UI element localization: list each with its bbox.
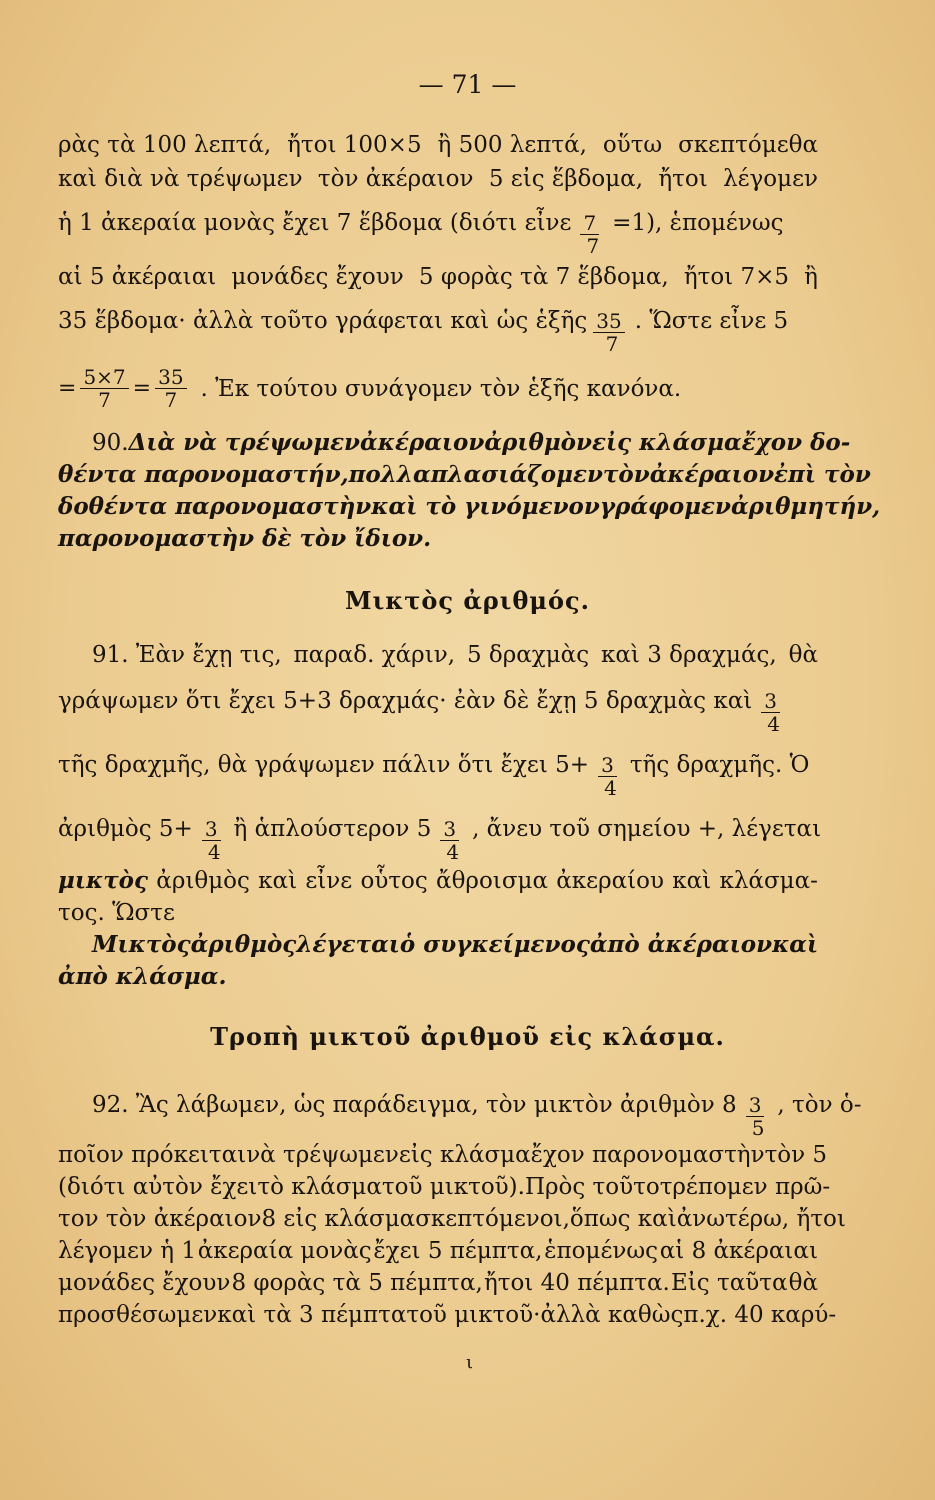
- denominator: 4: [604, 776, 617, 800]
- word-group: προσθέσωμεν: [58, 1302, 218, 1328]
- word-group: θέντα παρονομαστήν,: [58, 461, 349, 488]
- word-group: τρέπομεν πρῶ-: [659, 1174, 831, 1200]
- word-group: ἤτοι 40 πέμπτα.: [483, 1270, 670, 1296]
- word-group: 8 εἰς κλάσμα: [261, 1206, 416, 1232]
- word-group: τὸ κλάσμα: [257, 1174, 382, 1200]
- word-group: θὰ: [788, 642, 818, 668]
- word-group: νὰ τρέψωμεν: [246, 1142, 399, 1168]
- word-group: καὶ 3 δραχμάς,: [601, 642, 777, 668]
- word-group: ὁ συγκείμενος: [399, 931, 590, 958]
- word-group: π.χ. 40 καρύ-: [683, 1302, 837, 1328]
- word-group: ἀριθμὸν: [484, 429, 592, 456]
- word-group: ποῖον πρόκειται: [58, 1142, 247, 1168]
- word-group: πολλαπλασιάζομεν: [348, 461, 603, 488]
- word-group: Μικτὸς: [92, 931, 191, 958]
- word-group: 92. Ἂς λάβωμεν, ὡς παράδειγμα, τὸν μικτὸν ἀριθμὸν 8: [92, 1092, 737, 1118]
- word-group: Εἰς ταῦτα: [670, 1270, 788, 1296]
- word-group: ἔχον δο-: [741, 429, 851, 456]
- word-group: ἔχει 5 πέμπτα,: [373, 1238, 543, 1264]
- word-group: ἤτοι 7×5: [683, 264, 790, 290]
- word-group: Πρὸς τοῦτο: [524, 1174, 660, 1200]
- denominator: 7: [98, 388, 111, 412]
- text-line-92-4: [58, 1204, 846, 1234]
- word-group: τὸν ἀκέραιον: [317, 166, 474, 192]
- word-group: τος. Ὥστε: [58, 900, 175, 926]
- numerator: 7: [580, 212, 599, 235]
- numerator: 3: [746, 1094, 765, 1117]
- rule-line-2: [58, 460, 871, 490]
- word-group: τον τὸν ἀκέραιον: [58, 1206, 262, 1232]
- word-group: ἀλλὰ καθὼς: [540, 1302, 684, 1328]
- section-heading-conversion: Τροπὴ μικτοῦ ἀριθμοῦ εἰς κλάσμα.: [210, 1022, 725, 1051]
- word-group: ἀπὸ κλάσμα.: [58, 963, 227, 990]
- word-group: τὸν: [602, 461, 650, 488]
- numerator: 3: [440, 818, 459, 841]
- word-group: . Ὥστε εἶνε 5: [634, 308, 789, 334]
- word-group: θὰ: [788, 1270, 818, 1296]
- word-group: 5 φορὰς τὰ 7 ἕβδομα,: [418, 264, 669, 290]
- word-group: τῆς δραχμῆς, θὰ γράψωμεν πάλιν ὅτι ἔχει 5+: [58, 752, 590, 778]
- word-group: Διὰ νὰ τρέψωμεν: [128, 429, 361, 456]
- page-number: — 71 —: [418, 70, 517, 99]
- word-group: ἄθροισμα: [436, 868, 548, 894]
- text-line-92-1: [92, 1090, 862, 1140]
- word-group: ἀριθμὸς 5+: [58, 816, 193, 842]
- definition-line-2: [58, 962, 818, 992]
- word-group: 91. Ἐὰν ἔχῃ τις,: [92, 642, 282, 668]
- word-group: μονάδες ἔχουν: [231, 264, 404, 290]
- text-line-1: [58, 130, 818, 160]
- numerator: 3: [598, 754, 617, 777]
- text-line-92-2: [58, 1140, 828, 1170]
- word-group: τῆς δραχμῆς. Ὁ: [629, 752, 810, 778]
- denominator: 4: [767, 712, 780, 736]
- word-group: =1), ἑπομένως: [612, 210, 784, 236]
- word-group: ἔχον παρονομαστὴν: [530, 1142, 765, 1168]
- rule-line-4: [58, 524, 818, 554]
- numerator: 35: [155, 366, 186, 389]
- denominator: 4: [446, 840, 460, 864]
- word-group: (διότι αὐτὸν ἔχει: [58, 1174, 258, 1200]
- word-group: οὕτω: [602, 132, 663, 158]
- word-group: ἀκέραιον: [360, 429, 485, 456]
- word-group: καὶ: [258, 868, 298, 894]
- fraction: [80, 366, 128, 411]
- word-group: σκεπτόμενοι,: [415, 1206, 570, 1232]
- text-line-92-5: [58, 1236, 818, 1266]
- word-group: παρονομαστὴν δὲ τὸν ἴδιον.: [58, 525, 432, 552]
- fraction: [595, 754, 620, 799]
- numerator: 5×7: [80, 366, 128, 389]
- fraction: [758, 690, 783, 735]
- word-group: ἀριθμὸς: [190, 931, 297, 958]
- word-group: αἱ 5 ἀκέραιαι: [58, 264, 217, 290]
- word-group: παραδ. χάριν,: [293, 642, 456, 668]
- word-group: κλάσμα-: [719, 868, 818, 894]
- equals-sign: =: [132, 376, 152, 401]
- word-group: ἡ 1 ἀκεραία μονὰς ἔχει 7 ἕβδομα (διότι εἶνε: [58, 210, 572, 236]
- word-group: ἤτοι: [658, 166, 708, 192]
- word-group: 5 δραχμὰς: [466, 642, 590, 668]
- equals-sign: =: [58, 376, 77, 401]
- word-group: ἐπὶ τὸν: [774, 461, 871, 488]
- word-group: δοθέντα παρονομαστὴν: [58, 493, 372, 520]
- denominator: 5: [751, 1116, 765, 1140]
- word-group: καὶ: [672, 868, 712, 894]
- word-group: ἀκεραίου: [556, 868, 664, 894]
- formula-text: . Ἐκ τούτου συνάγομεν τὸν ἑξῆς κανόνα.: [200, 375, 682, 402]
- word-group: ρὰς τὰ 100 λεπτά,: [58, 132, 272, 158]
- numerator: 3: [761, 690, 780, 713]
- rule-line-3: [58, 492, 881, 522]
- word-group: ἑπομένως: [544, 1238, 658, 1264]
- word-group: ἢ ἁπλούστερον 5: [233, 816, 432, 842]
- word-group: ἀνωτέρω, ἤτοι: [676, 1206, 846, 1232]
- word-group: λέγομεν: [723, 166, 818, 192]
- text-line-5: [58, 306, 818, 355]
- word-group: ἀπὸ ἀκέραιον: [589, 931, 773, 958]
- fraction: [155, 366, 186, 411]
- word-group: ἤτοι 100×5: [287, 132, 422, 158]
- word-group: ἢ 500 λεπτά,: [437, 132, 587, 158]
- text-line-3: [58, 208, 818, 257]
- numerator: 35: [593, 310, 624, 333]
- word-group: γράψωμεν ὅτι ἔχει 5+3 δραχμάς· ἐὰν δὲ ἔχῃ 5 δραχμὰς καὶ: [58, 688, 753, 714]
- numerator: 3: [202, 818, 221, 841]
- word-group: , ἄνευ τοῦ σημείου +, λέγεται: [472, 816, 822, 842]
- word-group: ἀριθμὸς: [156, 868, 250, 894]
- word-group: ἀριθμητήν,: [730, 493, 881, 520]
- text-line-2: [58, 164, 818, 194]
- denominator: 7: [164, 388, 178, 412]
- denominator: 7: [605, 332, 619, 356]
- word-group: εἶνε: [305, 868, 353, 894]
- word-group: λέγομεν ἡ 1: [58, 1238, 196, 1264]
- text-line-91-6: [58, 898, 818, 928]
- word-group: εἰς κλάσμα: [591, 429, 742, 456]
- word-group: μικτὸς: [58, 867, 149, 894]
- rule-line-1: [92, 428, 851, 458]
- text-line-91-3: [58, 750, 818, 799]
- word-group: ὅπως καὶ: [569, 1206, 677, 1232]
- word-group: αἱ 8 ἀκέραιαι: [659, 1238, 818, 1264]
- formula-line: [58, 366, 681, 411]
- text-line-92-6: [58, 1268, 818, 1298]
- word-group: 5 εἰς ἕβδομα,: [488, 166, 644, 192]
- word-group: καὶ τὸ γινόμενον: [371, 493, 600, 520]
- word-group: λέγεται: [296, 931, 400, 958]
- word-group: ἢ: [804, 264, 818, 290]
- fraction: [593, 310, 624, 355]
- word-group: τοῦ μικτοῦ).: [381, 1174, 525, 1200]
- section-heading-mixed-number: Μικτὸς ἀριθμός.: [345, 586, 590, 615]
- fraction: [199, 818, 224, 863]
- word-group: ἀκέραιον: [649, 461, 775, 488]
- denominator: 4: [207, 840, 221, 864]
- word-group: σκεπτόμεθα: [678, 132, 818, 158]
- fraction: [437, 818, 462, 863]
- word-group: γράφομεν: [599, 493, 731, 520]
- word-group: καὶ: [772, 931, 819, 958]
- word-group: καὶ διὰ νὰ τρέψωμεν: [58, 166, 303, 192]
- text-line-91-4: [58, 814, 822, 864]
- definition-line-1: [92, 930, 818, 960]
- text-line-91-5: [58, 866, 818, 896]
- word-group: 8 φορὰς τὰ 5 πέμπτα,: [231, 1270, 483, 1296]
- word-group: μονάδες ἔχουν: [58, 1270, 231, 1296]
- text-line-92-7: [58, 1300, 837, 1330]
- stray-ink-mark: ι: [466, 1352, 474, 1373]
- word-group: 35 ἕβδομα· ἀλλὰ τοῦτο γράφεται καὶ ὡς ἑξῆς: [58, 308, 588, 334]
- word-group: τὸν 5: [764, 1142, 828, 1168]
- text-line-4: [58, 262, 818, 292]
- word-group: τοῦ μικτοῦ·: [406, 1302, 541, 1328]
- text-line-91-1: [92, 640, 818, 670]
- denominator: 7: [586, 234, 600, 258]
- word-group: εἰς κλάσμα: [398, 1142, 531, 1168]
- section-number: 90.: [92, 430, 129, 456]
- fraction: [743, 1094, 768, 1139]
- text-line-92-3: [58, 1172, 831, 1202]
- word-group: καὶ τὰ 3 πέμπτα: [217, 1302, 407, 1328]
- fraction: [577, 212, 602, 257]
- word-group: , τὸν ὁ-: [777, 1092, 862, 1118]
- text-line-91-2: [58, 686, 818, 735]
- word-group: οὗτος: [360, 868, 428, 894]
- word-group: ἀκεραία μονὰς: [197, 1238, 372, 1264]
